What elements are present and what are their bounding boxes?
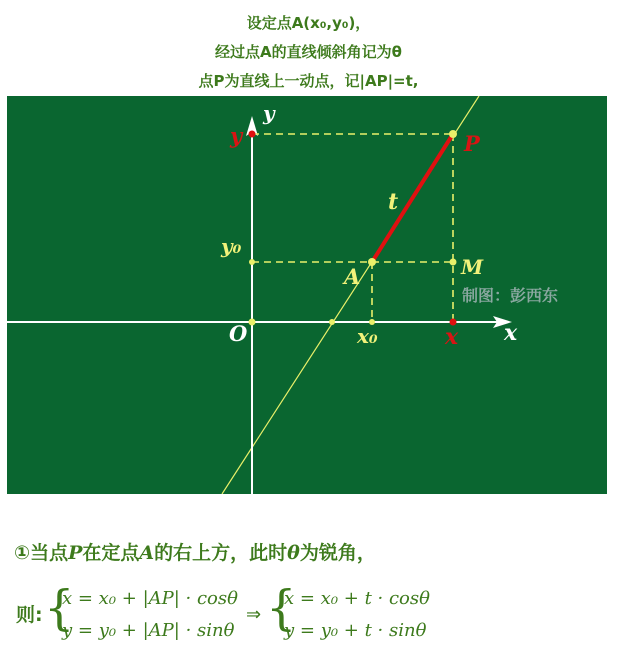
header-line-3: 点P为直线上一动点，记|AP|=t, bbox=[198, 72, 419, 90]
case-text-2: 在定点 bbox=[82, 542, 140, 564]
case-text-4: 为锐角， bbox=[299, 542, 376, 564]
case-var-a: A bbox=[139, 542, 155, 564]
diagram-board bbox=[7, 96, 607, 494]
x-axis-label: x bbox=[504, 320, 518, 346]
segment-ap bbox=[372, 134, 453, 262]
x-intercept-point bbox=[329, 319, 335, 325]
equation-right-1: x = x₀ + t · cosθ bbox=[284, 588, 430, 609]
y-axis-label: y bbox=[263, 101, 275, 125]
case-var-theta: θ bbox=[287, 542, 300, 564]
y-point bbox=[249, 131, 256, 138]
watermark: 制图：彭西东 bbox=[462, 286, 559, 305]
point-a-label: A bbox=[344, 264, 361, 289]
tick-x-label: x bbox=[445, 324, 459, 350]
equation-left-2: y = y₀ + |AP| · sinθ bbox=[62, 620, 235, 641]
diagram-svg bbox=[7, 96, 607, 494]
then-label: 则: bbox=[16, 604, 43, 626]
point-p bbox=[449, 130, 457, 138]
equation-left-1: x = x₀ + |AP| · cosθ bbox=[62, 588, 238, 609]
right-brace-icon: { bbox=[266, 580, 297, 636]
case-statement bbox=[14, 538, 376, 565]
tick-x0-label: x₀ bbox=[357, 324, 378, 348]
tick-y-label: y bbox=[230, 123, 243, 148]
header-line-1: 设定点A(x₀,y₀)， bbox=[246, 14, 371, 32]
case-text-3: 的右上方，此时 bbox=[154, 542, 288, 564]
case-var-p: P bbox=[68, 542, 83, 564]
equation-right-2: y = y₀ + t · sinθ bbox=[284, 620, 427, 641]
implies-icon: ⇒ bbox=[246, 604, 262, 625]
y0-point bbox=[249, 259, 255, 265]
case-text-1: ①当点 bbox=[14, 542, 69, 564]
origin-label: O bbox=[229, 321, 248, 346]
tick-y0-label: y₀ bbox=[221, 234, 242, 258]
point-m-label: M bbox=[461, 255, 484, 279]
origin-point bbox=[249, 319, 256, 326]
point-p-label: P bbox=[464, 131, 480, 156]
point-a bbox=[368, 258, 376, 266]
point-m bbox=[450, 259, 457, 266]
segment-t-label: t bbox=[388, 189, 399, 215]
left-brace-icon: { bbox=[44, 580, 75, 636]
header-line-2: 经过点A的直线倾斜角记为θ bbox=[215, 43, 402, 61]
